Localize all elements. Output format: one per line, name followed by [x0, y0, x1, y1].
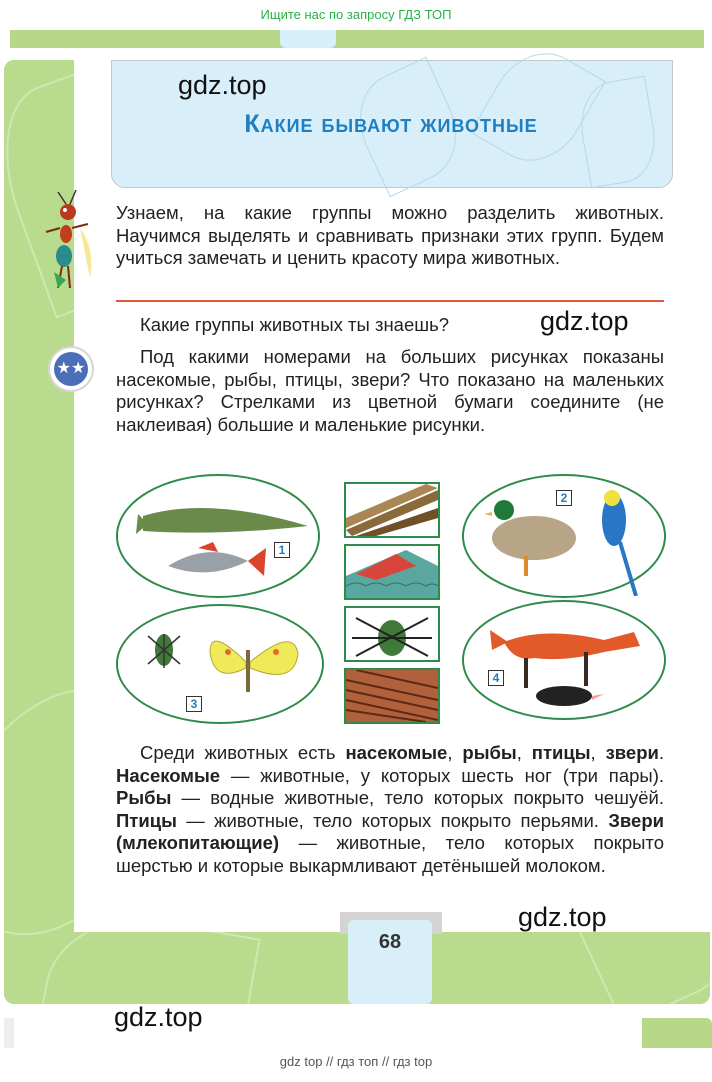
insects-picture [116, 604, 324, 724]
birds-picture [462, 474, 666, 598]
footer-link[interactable]: gdz top [279, 1054, 323, 1069]
lesson-title: Какие бывают животные [244, 110, 538, 138]
footer-link[interactable]: гдз top [392, 1054, 433, 1069]
previous-page-strip [0, 30, 712, 48]
scales-thumbnail [344, 544, 440, 600]
info-paragraph: Среди животных есть насекомые, рыбы, птицы, звери. Насекомые — животные, у которых шесть ног (три пары). Рыбы — водные животные, тело которых покрыто чешуёй. Птицы — животные, тело которых покрыто перьями. Звери (млекопитающие) — животные, тело которых покрыто шерстью и которые выкармливают детёнышей молоком. [116, 742, 665, 876]
watermark: gdz.top [114, 1002, 203, 1032]
fur-thumbnail [344, 668, 440, 724]
picture-number: 2 [556, 490, 572, 506]
insect-legs-thumbnail [344, 606, 440, 662]
top-banner: Ищите нас по запросу ГДЗ ТОП [260, 7, 452, 22]
feathers-thumbnail [344, 482, 440, 538]
watermark: gdz.top [178, 70, 267, 100]
footer-links: gdz top // гдз топ // гдз top [279, 1054, 433, 1069]
watermark: gdz.top [540, 306, 629, 336]
task-paragraph: Под какими номерами на больших рисунках показаны насекомые, рыбы, птицы, звери? Что показано на маленьких рисунках? Стрелками из цветной бумаги соедините (не наклеивая) большие и маленькие рисунки. [116, 346, 664, 435]
star-task-icon: ★★ [50, 348, 92, 390]
picture-number: 1 [274, 542, 290, 558]
next-page-strip [0, 1018, 712, 1048]
fish-picture [116, 474, 320, 598]
page-number: 68 [348, 920, 432, 1004]
ant-mascot-icon [40, 188, 100, 298]
question-text: Какие группы животных ты знаешь? [140, 314, 450, 335]
section-divider [116, 300, 664, 302]
picture-number: 3 [186, 696, 202, 712]
intro-paragraph: Узнаем, на какие группы можно разделить животных. Научимся выделять и сравнивать признаки этих групп. Будем учиться замечать и ценить красоту мира животных. [116, 202, 664, 268]
mammals-picture [462, 600, 666, 720]
footer-link[interactable]: гдз топ [336, 1054, 379, 1069]
watermark: gdz.top [518, 902, 607, 932]
picture-number: 4 [488, 670, 504, 686]
